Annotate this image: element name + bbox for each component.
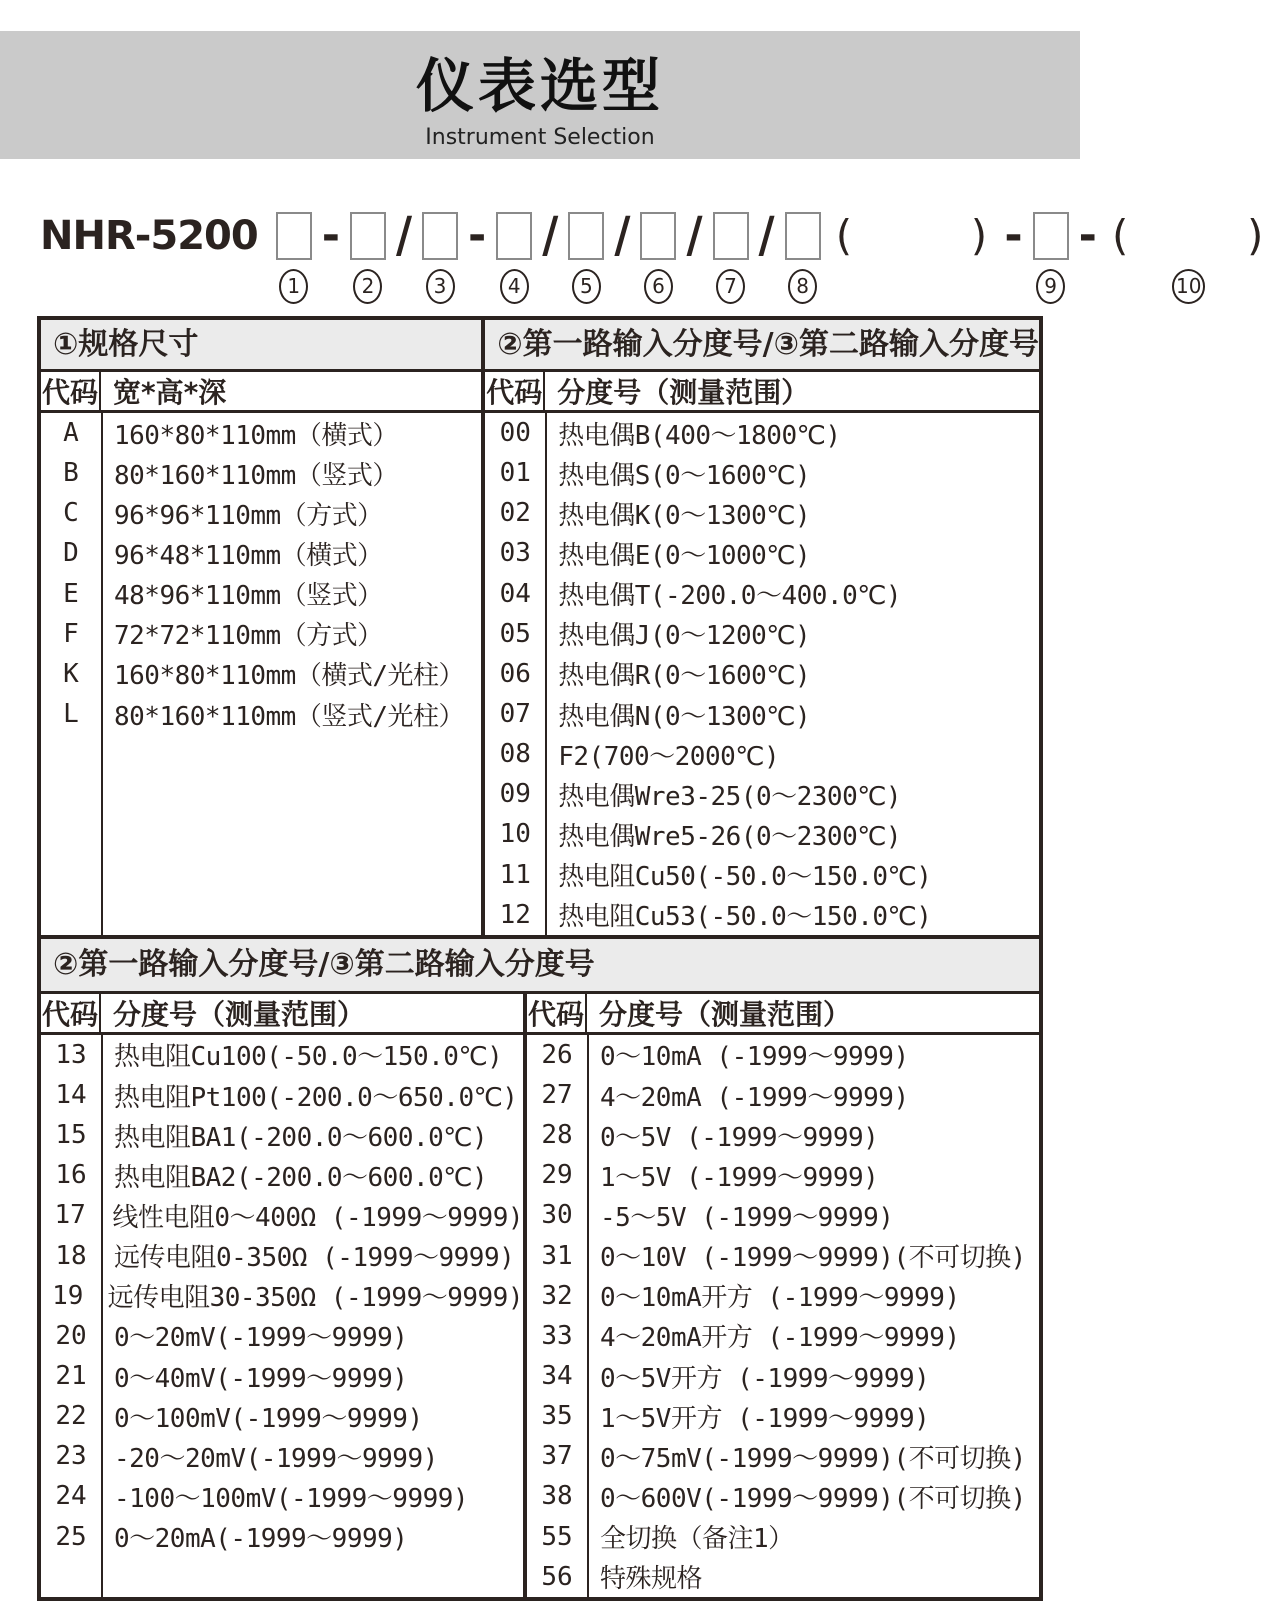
row-value: 特殊规格 <box>600 1564 703 1595</box>
row-code: 15 <box>55 1120 87 1151</box>
table-row <box>485 855 1039 895</box>
model-blank-box <box>276 212 312 260</box>
row-value: 全切换（备注1） <box>600 1524 794 1555</box>
row-value: 热电偶T(-200.0～400.0℃) <box>558 581 902 612</box>
circled-number: 8 <box>788 269 817 304</box>
separator-glyph: / <box>614 206 631 264</box>
model-prefix: NHR-5200 <box>40 213 258 259</box>
table-row <box>41 614 481 654</box>
row-code: F <box>63 618 79 649</box>
model-blank-box <box>350 212 386 260</box>
table-row <box>527 1436 1039 1476</box>
row-code: 12 <box>499 899 531 930</box>
spec-size-band: ①规格尺寸 <box>41 320 481 372</box>
row-code: 37 <box>541 1441 573 1472</box>
model-code-separator <box>468 211 486 306</box>
row-code: 10 <box>499 819 531 850</box>
model-blank-box <box>568 212 604 260</box>
row-code: 16 <box>55 1160 87 1191</box>
table-row <box>485 694 1039 734</box>
table-row <box>527 1316 1039 1356</box>
table-row <box>41 413 481 453</box>
page-banner <box>0 31 1080 159</box>
table-row <box>41 1356 523 1396</box>
row-value: 160*80*110mm（横式/光柱） <box>114 661 464 692</box>
table-row <box>485 453 1039 493</box>
model-code-segments <box>276 206 1271 306</box>
row-value: 0～600V(-1999～9999)(不可切换) <box>600 1483 1026 1514</box>
row-value: 0～10mA (-1999～9999) <box>600 1042 909 1073</box>
table-row <box>485 614 1039 654</box>
separator-glyph: - <box>1004 210 1023 261</box>
input-bottom-left-section <box>41 994 527 1597</box>
row-value: 线性电阻0～400Ω (-1999～9999) <box>112 1202 523 1233</box>
row-code: 09 <box>499 779 531 810</box>
row-code: 23 <box>55 1441 87 1472</box>
model-code-separator <box>1107 211 1271 306</box>
model-code-separator <box>831 211 995 306</box>
model-code-separator <box>686 206 703 306</box>
table-row <box>41 1316 523 1356</box>
row-value: -5～5V (-1999～9999) <box>600 1202 894 1233</box>
row-code: 19 <box>52 1280 84 1311</box>
circled-number: 1 <box>279 269 308 304</box>
table-row <box>41 1035 523 1075</box>
table-lower-section <box>41 994 1039 1597</box>
row-code: 20 <box>55 1320 87 1351</box>
row-code: 03 <box>499 538 531 569</box>
row-code: 34 <box>541 1361 573 1392</box>
table-row <box>485 654 1039 694</box>
table-row <box>485 774 1039 814</box>
column-header-value: 分度号（测量范围） <box>113 997 366 1031</box>
row-code: 24 <box>55 1481 87 1512</box>
column-header-code: 代码 <box>41 372 101 410</box>
input-top-rows <box>485 413 1039 935</box>
table-row <box>41 654 481 694</box>
row-value: 热电偶N(0～1300℃) <box>558 701 811 732</box>
table-row <box>527 1557 1039 1597</box>
row-code: 35 <box>541 1401 573 1432</box>
row-code: 38 <box>541 1481 573 1512</box>
table-row <box>527 1155 1039 1195</box>
table-row <box>41 1195 523 1235</box>
table-row <box>41 574 481 614</box>
row-code: A <box>63 418 79 449</box>
input-top-columns-header <box>485 372 1039 413</box>
row-code: 07 <box>499 699 531 730</box>
model-code-box <box>1033 211 1069 306</box>
row-code: 00 <box>499 418 531 449</box>
paren-group: ( ) <box>1106 211 1271 260</box>
model-code-separator <box>758 206 775 306</box>
table-row <box>527 1035 1039 1075</box>
model-code-separator <box>395 206 413 306</box>
row-value: 48*96*110mm（竖式） <box>114 581 383 612</box>
model-code-separator <box>1079 211 1097 306</box>
model-code-box <box>713 211 749 306</box>
row-value: 96*48*110mm（横式） <box>114 540 383 571</box>
model-code-box <box>568 211 604 306</box>
model-blank-box <box>422 212 458 260</box>
input-bottom-right-rows <box>527 1035 1039 1597</box>
table-row <box>41 1115 523 1155</box>
table-row <box>41 493 481 533</box>
row-code: 04 <box>499 578 531 609</box>
row-value: 热电偶Wre3-25(0～2300℃) <box>558 781 902 812</box>
row-code: 11 <box>499 859 531 890</box>
model-code-separator <box>322 211 340 306</box>
row-code: 26 <box>541 1039 573 1070</box>
model-code-box <box>496 211 532 306</box>
column-header-code: 代码 <box>485 372 545 410</box>
row-value: 热电阻Cu100(-50.0～150.0℃) <box>114 1042 503 1073</box>
row-code: L <box>63 699 79 730</box>
table-row <box>485 413 1039 453</box>
row-value: 0～20mA(-1999～9999) <box>114 1524 408 1555</box>
row-code: 02 <box>499 498 531 529</box>
circled-number: 3 <box>426 269 455 304</box>
row-value: 96*96*110mm（方式） <box>114 500 383 531</box>
spec-size-section <box>41 320 485 935</box>
row-value: 热电偶S(0～1600℃) <box>558 460 811 491</box>
row-code: 05 <box>499 618 531 649</box>
selection-table <box>37 316 1043 1601</box>
separator-glyph: - <box>468 210 487 261</box>
row-value: 4～20mA开方 (-1999～9999) <box>600 1323 960 1354</box>
row-value: 80*160*110mm（竖式/光柱） <box>114 701 464 732</box>
row-code: 01 <box>499 458 531 489</box>
row-value: 0～40mV(-1999～9999) <box>114 1363 408 1394</box>
row-code: 32 <box>541 1280 573 1311</box>
input-bottom-right-section <box>527 994 1039 1597</box>
row-code: 55 <box>541 1521 573 1552</box>
row-value: 160*80*110mm（横式） <box>114 420 398 451</box>
row-value: 热电偶E(0～1000℃) <box>558 540 811 571</box>
table-row <box>527 1075 1039 1115</box>
table-row <box>485 814 1039 854</box>
circled-number: 7 <box>716 269 745 304</box>
row-value: 热电阻Pt100(-200.0～650.0℃) <box>114 1082 518 1113</box>
separator-glyph: - <box>1078 210 1097 261</box>
circled-number: 5 <box>572 269 601 304</box>
separator-glyph: / <box>395 206 413 264</box>
input-grad-top-section <box>485 320 1039 935</box>
separator-glyph: / <box>686 206 703 264</box>
table-row <box>41 533 481 573</box>
model-code-box <box>640 211 676 306</box>
row-code: 31 <box>541 1240 573 1271</box>
row-value: 0～75mV(-1999～9999)(不可切换) <box>600 1443 1026 1474</box>
circled-number: 2 <box>353 269 382 304</box>
table-row <box>527 1115 1039 1155</box>
page-subtitle: Instrument Selection <box>425 125 655 150</box>
table-row <box>41 1155 523 1195</box>
row-value: 热电偶J(0～1200℃) <box>558 621 811 652</box>
row-code: 13 <box>55 1039 87 1070</box>
row-code: 56 <box>541 1561 573 1592</box>
row-value: 热电偶Wre5-26(0～2300℃) <box>558 821 902 852</box>
row-value: 0～20mV(-1999～9999) <box>114 1323 408 1354</box>
row-code: 27 <box>541 1080 573 1111</box>
table-row <box>485 895 1039 935</box>
column-header-value: 分度号（测量范围） <box>557 376 810 409</box>
row-value: 4～20mA (-1999～9999) <box>600 1082 909 1113</box>
table-row <box>527 1236 1039 1276</box>
table-row <box>485 734 1039 774</box>
row-code: 06 <box>499 658 531 689</box>
row-value: 热电阻BA1(-200.0～600.0℃) <box>114 1122 488 1153</box>
row-value: 热电阻BA2(-200.0～600.0℃) <box>114 1162 488 1193</box>
row-code: K <box>63 658 79 689</box>
row-code: 25 <box>55 1521 87 1552</box>
table-row <box>41 694 481 734</box>
table-row <box>527 1195 1039 1235</box>
input-grad-mid-band: ②第一路输入分度号/③第二路输入分度号 <box>41 935 1039 994</box>
input-bottom-left-columns-header <box>41 994 523 1035</box>
column-header-value: 宽*高*深 <box>113 376 227 409</box>
circled-number: 4 <box>500 269 529 304</box>
table-row <box>527 1276 1039 1316</box>
row-value: 72*72*110mm（方式） <box>114 621 383 652</box>
row-value: 1～5V (-1999～9999) <box>600 1162 879 1193</box>
row-value: 热电阻Cu53(-50.0～150.0℃) <box>558 902 932 933</box>
column-header-code: 代码 <box>527 994 587 1032</box>
table-row <box>527 1396 1039 1436</box>
separator-glyph: / <box>542 206 559 264</box>
paren-group: ( ) <box>830 211 995 260</box>
table-row <box>41 1476 523 1516</box>
row-code: E <box>63 578 79 609</box>
table-row <box>527 1356 1039 1396</box>
row-code: C <box>63 498 79 529</box>
row-code: 28 <box>541 1120 573 1151</box>
row-code: 33 <box>541 1320 573 1351</box>
row-code: D <box>63 538 79 569</box>
row-code: 21 <box>55 1361 87 1392</box>
spec-size-rows <box>41 413 481 935</box>
column-header-code: 代码 <box>41 994 101 1032</box>
model-blank-box <box>785 212 821 260</box>
model-code-box <box>422 211 458 306</box>
input-grad-band: ②第一路输入分度号/③第二路输入分度号 <box>485 320 1039 372</box>
table-row <box>527 1517 1039 1557</box>
model-blank-box <box>1033 212 1069 260</box>
table-row <box>41 1075 523 1115</box>
row-value: 0～5V开方 (-1999～9999) <box>600 1363 930 1394</box>
model-code-separator <box>614 206 631 306</box>
row-value: 远传电阻30-350Ω (-1999～9999) <box>107 1283 523 1314</box>
row-value: 0～5V (-1999～9999) <box>600 1122 879 1153</box>
page-title: 仪表选型 <box>415 52 664 120</box>
row-value: 0～10V (-1999～9999)(不可切换) <box>600 1243 1026 1274</box>
row-code: 29 <box>541 1160 573 1191</box>
model-code-box <box>785 211 821 306</box>
table-upper-section <box>41 320 1039 935</box>
row-code: 08 <box>499 739 531 770</box>
row-code: 17 <box>54 1200 86 1231</box>
table-row <box>485 493 1039 533</box>
separator-glyph: - <box>321 210 340 261</box>
row-value: 0～100mV(-1999～9999) <box>114 1403 423 1434</box>
row-value: 80*160*110mm（竖式） <box>114 460 398 491</box>
row-code: 22 <box>55 1401 87 1432</box>
table-row <box>41 1436 523 1476</box>
row-value: -100～100mV(-1999～9999) <box>114 1483 469 1514</box>
row-value: 远传电阻0-350Ω (-1999～9999) <box>114 1243 515 1274</box>
table-row <box>41 1236 523 1276</box>
row-value: 热电偶R(0～1600℃) <box>558 661 811 692</box>
table-row <box>41 1517 523 1557</box>
row-code: 30 <box>541 1200 573 1231</box>
spec-columns-header <box>41 372 481 413</box>
table-row <box>485 533 1039 573</box>
model-code-box <box>350 211 386 306</box>
table-row <box>41 1276 523 1316</box>
column-header-value: 分度号（测量范围） <box>599 997 852 1031</box>
table-row <box>527 1476 1039 1516</box>
model-code-box <box>276 211 312 306</box>
table-row <box>485 574 1039 614</box>
model-blank-box <box>713 212 749 260</box>
model-code-separator <box>1004 211 1022 306</box>
model-blank-box <box>496 212 532 260</box>
instrument-selection-page <box>0 31 1271 1597</box>
circled-number: 9 <box>1036 269 1065 304</box>
row-code: 14 <box>55 1080 87 1111</box>
row-value: F2(700～2000℃) <box>558 741 780 772</box>
input-bottom-right-columns-header <box>527 994 1039 1035</box>
table-row <box>41 1396 523 1436</box>
circled-number: 6 <box>644 269 673 304</box>
table-row <box>41 453 481 493</box>
row-code: 18 <box>55 1240 87 1271</box>
input-bottom-left-rows <box>41 1035 523 1597</box>
model-code-line <box>40 206 1271 306</box>
separator-glyph: / <box>758 206 775 264</box>
row-code: B <box>63 458 79 489</box>
row-value: 热电阻Cu50(-50.0～150.0℃) <box>558 862 932 893</box>
circled-number: 10 <box>1172 269 1205 304</box>
row-value: 0～10mA开方 (-1999～9999) <box>600 1283 960 1314</box>
model-blank-box <box>640 212 676 260</box>
row-value: 1～5V开方 (-1999～9999) <box>600 1403 930 1434</box>
row-value: 热电偶B(400～1800℃) <box>558 420 841 451</box>
row-value: 热电偶K(0～1300℃) <box>558 500 811 531</box>
model-code-separator <box>542 206 559 306</box>
row-value: -20～20mV(-1999～9999) <box>114 1443 438 1474</box>
